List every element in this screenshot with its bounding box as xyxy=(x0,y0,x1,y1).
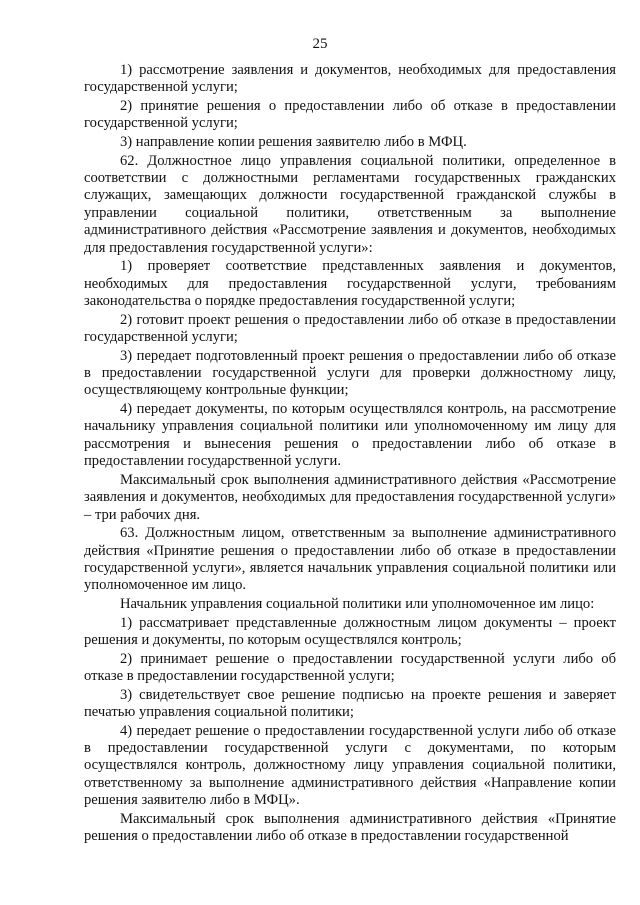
paragraph-item-1: 1) рассмотрение заявления и документов, необходимых для предоставления государственной услуги; xyxy=(84,62,616,96)
paragraph-item-2: 2) принятие решения о предоставлении либо об отказе в предоставлении государственной услуги; xyxy=(84,98,616,132)
head-actions-intro: Начальник управления социальной политики или уполномоченное им лицо: xyxy=(120,596,595,613)
max-term-paragraph-1: Максимальный срок выполнения административного действия «Рассмотрение заявления и документов, необходимых для предоставления государственной услуги» – три рабочих дня. xyxy=(84,471,616,523)
paragraph-62-item-2: 2) готовит проект решения о предоставлении либо об отказе в предоставлении государственной услуги; xyxy=(84,311,616,346)
paragraph-62: 62. Должностное лицо управления социальной политики, определенное в соответствии с должностными регламентами государственных гражданских служащих, замещающих должности государственной гражданской службы в управлении социальной политики, ответственным за выполнение административного действия «Рассмотрение заявления и документов, необходимых для предоставления государственной услуги»: xyxy=(84,152,616,256)
paragraph-63-item-1: 1) рассматривает представленные должностным лицом документы – проект решения и документы, по которым осуществлялся контроль; xyxy=(84,614,616,649)
paragraph-62-item-1: 1) проверяет соответствие представленных заявления и документов, необходимых для предоставления государственной услуги, требованиям законодательства о порядке предоставления государственной услуги; xyxy=(84,258,616,310)
paragraph-63-item-3: 3) свидетельствует свое решение подписью на проекте решения и заверяет печатью управления социальной политики; xyxy=(84,686,616,721)
paragraph-63-item-4: 4) передает решение о предоставлении государственной услуги либо об отказе в предоставлении государственной услуги с документами, по которым осуществлялся контроль, должностному лицу управления социальной политики, ответственному за выполнение административного действия «Направление копии решения заявителю либо в МФЦ». xyxy=(84,722,616,809)
paragraph-62-item-4: 4) передает документы, по которым осуществлялся контроль, на рассмотрение начальнику управления социальной политики или уполномоченному им лицу для рассмотрения и вынесения решения о предоставлении либо об отказе в предоставлении государственной услуги. xyxy=(84,401,616,470)
document-body xyxy=(84,62,616,847)
paragraph-63-item-2: 2) принимает решение о предоставлении государственной услуги либо об отказе в предоставлении государственной услуги; xyxy=(84,650,616,685)
paragraph-62-item-3: 3) передает подготовленный проект решения о предоставлении либо об отказе в предоставлении государственной услуги для проверки должностному лицу, осуществляющему контрольные функции; xyxy=(84,347,616,399)
paragraph-63: 63. Должностным лицом, ответственным за выполнение административного действия «Принятие решения о предоставлении либо об отказе в предоставлении государственной услуги», является начальник управления социальной политики или уполномоченное им лицо. xyxy=(84,525,616,594)
page-number: 25 xyxy=(312,36,328,52)
paragraph-item-3: 3) направление копии решения заявителю либо в МФЦ. xyxy=(120,134,467,150)
max-term-paragraph-2: Максимальный срок выполнения административного действия «Принятие решения о предоставлении либо об отказе в предоставлении государственной xyxy=(84,810,616,845)
